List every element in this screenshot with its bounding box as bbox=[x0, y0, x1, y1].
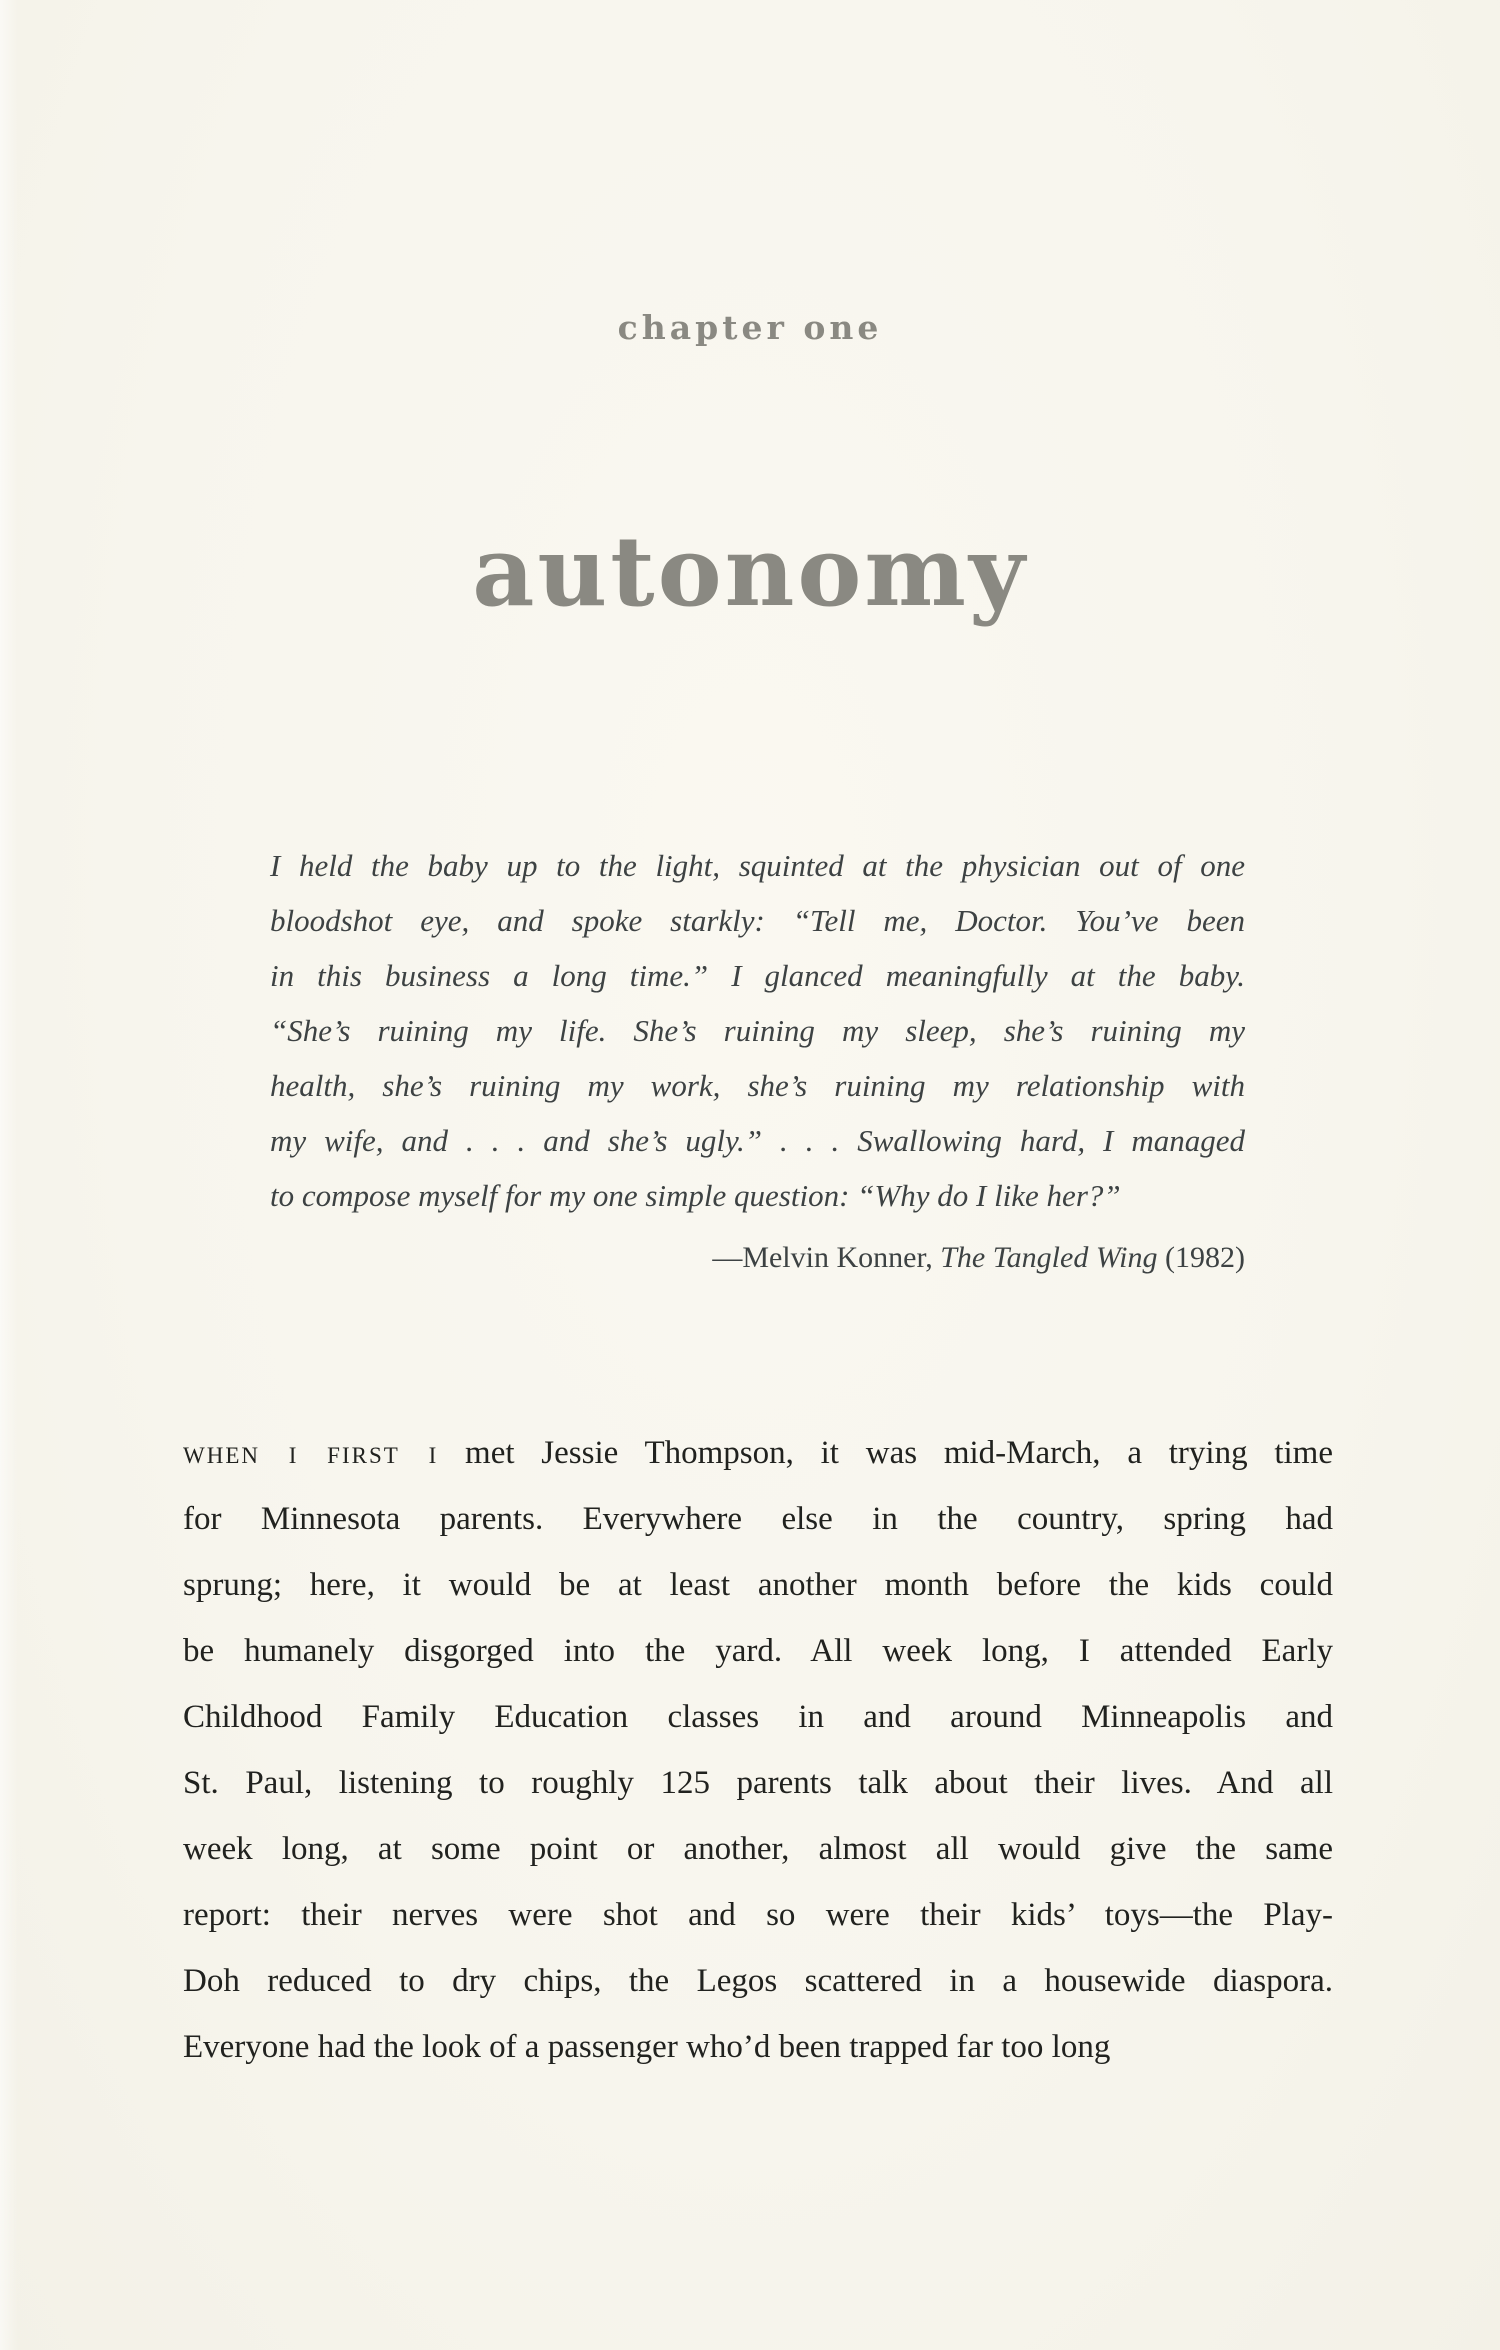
attribution-work-title: The Tangled Wing bbox=[940, 1241, 1158, 1274]
chapter-title: autonomy bbox=[472, 515, 1028, 628]
body-line: for Minnesota parents. Everywhere else in the country, spring had bbox=[183, 1501, 1333, 1537]
smallcaps-lead: when i first i bbox=[183, 1435, 439, 1471]
body-line: when i first i met Jessie Thompson, it was mid-March, a trying time bbox=[183, 1435, 1333, 1471]
epigraph-attribution bbox=[270, 1230, 1245, 1285]
epigraph-line: “She’s ruining my life. She’s ruining my sleep, she’s ruining my bbox=[270, 1013, 1245, 1048]
chapter-label: chapter one bbox=[617, 308, 883, 347]
body-line: report: their nerves were shot and so were their kids’ toys—the Play- bbox=[183, 1897, 1333, 1933]
epigraph-line: bloodshot eye, and spoke starkly: “Tell me, Doctor. You’ve been bbox=[270, 903, 1245, 938]
epigraph-line: health, she’s ruining my work, she’s ruining my relationship with bbox=[270, 1068, 1245, 1103]
epigraph-line: to compose myself for my one simple question: “Why do I like her?” bbox=[270, 1178, 1121, 1213]
body-line: be humanely disgorged into the yard. All week long, I attended Early bbox=[183, 1633, 1333, 1669]
body-line: St. Paul, listening to roughly 125 parents talk about their lives. And all bbox=[183, 1765, 1333, 1801]
attribution-year: (1982) bbox=[1157, 1241, 1245, 1274]
epigraph-line: my wife, and . . . and she’s ugly.” . . . Swallowing hard, I managed bbox=[270, 1123, 1245, 1158]
body-line: week long, at some point or another, almost all would give the same bbox=[183, 1831, 1333, 1867]
epigraph-attribution-wrap bbox=[270, 1230, 1245, 1285]
body-line: Doh reduced to dry chips, the Legos scattered in a housewide diaspora. bbox=[183, 1963, 1333, 1999]
epigraph-line: in this business a long time.” I glanced meaningfully at the baby. bbox=[270, 958, 1245, 993]
epigraph bbox=[270, 838, 1245, 1223]
epigraph-line: I held the baby up to the light, squinted at the physician out of one bbox=[270, 848, 1245, 883]
body-line: Everyone had the look of a passenger who’d been trapped far too long bbox=[183, 2029, 1111, 2065]
attribution-author: —Melvin Konner, bbox=[712, 1241, 941, 1274]
body-line: sprung; here, it would be at least another month before the kids could bbox=[183, 1567, 1333, 1603]
body-line: Childhood Family Education classes in and around Minneapolis and bbox=[183, 1699, 1333, 1735]
body-paragraph bbox=[183, 1420, 1333, 2080]
